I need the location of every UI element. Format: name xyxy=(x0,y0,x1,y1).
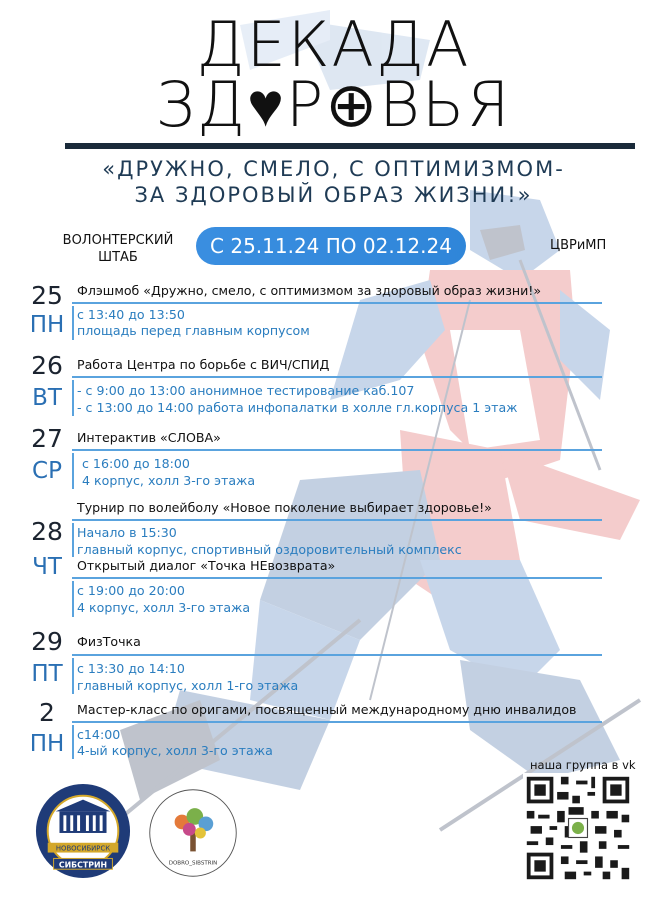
divider-line xyxy=(72,302,602,304)
divider-line xyxy=(72,376,602,378)
university-logo xyxy=(34,782,132,880)
event-detail: - с 9:00 до 13:00 анонимное тестирование каб.107 xyxy=(77,383,415,398)
volunteer-hq-logo xyxy=(147,787,239,879)
event-detail: с 19:00 до 20:00 xyxy=(77,583,185,598)
qr-caption: наша группа в vk xyxy=(530,758,636,772)
detail-bar xyxy=(72,725,74,759)
event-title: Турнир по волейболу «Новое поколение выбирает здоровье!» xyxy=(77,500,492,515)
detail-bar xyxy=(72,658,74,694)
day-name: ЧТ xyxy=(32,554,62,580)
event-detail: 4-ый корпус, холл 3-го этажа xyxy=(77,743,273,758)
day-number: 27 xyxy=(31,424,63,453)
day-number: 28 xyxy=(31,517,63,546)
event-detail: главный корпус, спортивный оздоровительный комплекс xyxy=(77,542,462,557)
page-title-line1: ДЕКАДА xyxy=(196,8,471,81)
day-name: ПТ xyxy=(31,661,63,687)
event-title: Интерактив «СЛОВА» xyxy=(77,430,221,445)
detail-bar xyxy=(72,523,74,557)
event-detail: с 13:30 до 14:10 xyxy=(77,661,185,676)
divider-line xyxy=(72,721,602,723)
organizer-label: ЦВРиМП xyxy=(550,238,607,253)
detail-bar xyxy=(72,380,74,416)
event-detail: 4 корпус, холл 3-го этажа xyxy=(77,600,251,615)
date-range-pill: С 25.11.24 ПО 02.12.24 xyxy=(196,227,466,265)
divider-line xyxy=(72,577,602,579)
event-title: ФизТочка xyxy=(77,634,141,649)
volunteer-label xyxy=(58,232,178,266)
day-name: ВТ xyxy=(32,385,62,411)
detail-bar xyxy=(72,581,74,617)
detail-bar xyxy=(72,306,74,340)
title-divider xyxy=(65,143,635,149)
slogan-line2: ЗА ЗДОРОВЫЙ ОБРАЗ ЖИЗНИ!» xyxy=(134,183,533,207)
event-title: Флэшмоб «Дружно, смело, с оптимизмом за здоровый образ жизни!» xyxy=(77,283,542,298)
detail-bar xyxy=(72,453,74,489)
day-name: ПН xyxy=(29,312,65,338)
event-detail: Начало в 15:30 xyxy=(77,525,177,540)
event-title: Открытый диалог «Точка НЕвозврата» xyxy=(77,558,336,573)
event-title: Мастер-класс по оригами, посвященный международному дню инвалидов xyxy=(77,702,577,717)
event-detail: 4 корпус, холл 3-го этажа xyxy=(82,473,256,488)
svg-text:DOBRO_SIBSTRIN: DOBRO_SIBSTRIN xyxy=(168,860,218,867)
volunteer-line2: ШТАБ xyxy=(98,250,138,265)
page-title-line2: ЗД♥Р⊕ВЬЯ xyxy=(155,68,512,141)
event-detail: - с 13:00 до 14:00 работа инфопалатки в холле гл.корпуса 1 этаж xyxy=(77,400,518,415)
day-number: 25 xyxy=(31,281,63,310)
divider-line xyxy=(72,654,602,656)
svg-text:НОВОСИБИРСК: НОВОСИБИРСК xyxy=(55,844,111,853)
day-name: СР xyxy=(32,458,62,484)
event-detail: с14:00 xyxy=(77,727,121,742)
day-number: 2 xyxy=(39,698,55,727)
svg-text:СИБСТРИН: СИБСТРИН xyxy=(58,860,108,870)
event-detail: площадь перед главным корпусом xyxy=(77,323,310,338)
event-detail: с 16:00 до 18:00 xyxy=(82,456,190,471)
day-number: 26 xyxy=(31,351,63,380)
divider-line xyxy=(72,519,602,521)
divider-line xyxy=(72,449,602,451)
event-detail: главный корпус, холл 1-го этажа xyxy=(77,678,299,693)
volunteer-line1: ВОЛОНТЕРСКИЙ xyxy=(62,233,174,248)
event-detail: с 13:40 до 13:50 xyxy=(77,307,185,322)
day-name: ПН xyxy=(29,731,65,757)
event-title: Работа Центра по борьбе с ВИЧ/СПИД xyxy=(77,357,330,372)
slogan-line1: «ДРУЖНО, СМЕЛО, С ОПТИМИЗМОМ- xyxy=(102,157,565,181)
day-number: 29 xyxy=(31,627,63,656)
qr-code-icon[interactable] xyxy=(523,773,633,883)
